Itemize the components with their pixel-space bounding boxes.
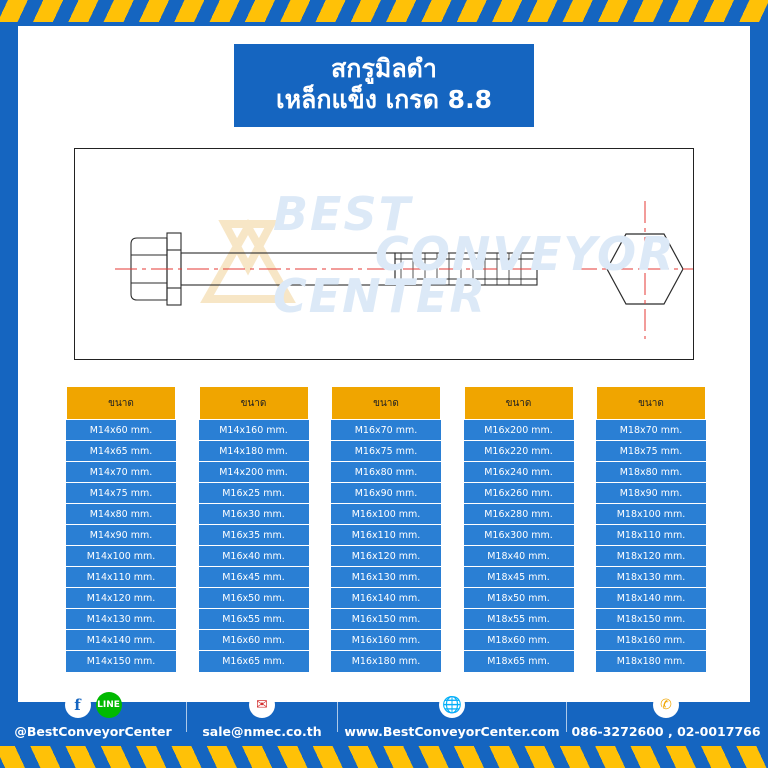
phone-icon[interactable]: ✆ bbox=[653, 692, 679, 718]
table-row: M18x75 mm. bbox=[596, 441, 706, 462]
watermark-conveyor: CONVEYOR bbox=[375, 227, 676, 281]
table-row: M18x180 mm. bbox=[596, 651, 706, 672]
table-row: M16x280 mm. bbox=[464, 504, 574, 525]
table-row: M14x130 mm. bbox=[66, 609, 176, 630]
table-header: ขนาด bbox=[331, 386, 441, 420]
footer-website[interactable] bbox=[338, 682, 566, 746]
hex-bolt-drawing bbox=[75, 149, 694, 360]
facebook-icon[interactable]: f bbox=[65, 692, 91, 718]
table-row: M18x120 mm. bbox=[596, 546, 706, 567]
footer-website-text: www.BestConveyorCenter.com bbox=[344, 723, 560, 739]
footer-phone[interactable] bbox=[567, 682, 765, 746]
table-row: M16x260 mm. bbox=[464, 483, 574, 504]
table-row: M14x75 mm. bbox=[66, 483, 176, 504]
page-title-line2: เหล็กแข็ง เกรด 8.8 bbox=[276, 84, 492, 114]
footer-divider bbox=[186, 696, 187, 732]
table-header: ขนาด bbox=[596, 386, 706, 420]
table-row: M16x240 mm. bbox=[464, 462, 574, 483]
bottom-chevron-stripes bbox=[0, 746, 768, 768]
footer-facebook[interactable] bbox=[0, 682, 186, 746]
table-row: M14x120 mm. bbox=[66, 588, 176, 609]
table-row: M18x65 mm. bbox=[464, 651, 574, 672]
footer-divider bbox=[337, 696, 338, 732]
footer-email-text: sale@nmec.co.th bbox=[202, 723, 322, 739]
table-row: M14x70 mm. bbox=[66, 462, 176, 483]
table-row: M14x90 mm. bbox=[66, 525, 176, 546]
page-title-line1: สกรูมิลดำ bbox=[331, 54, 437, 83]
table-row: M18x50 mm. bbox=[464, 588, 574, 609]
product-drawing-panel bbox=[74, 148, 694, 360]
table-row: M16x45 mm. bbox=[199, 567, 309, 588]
table-row: M14x180 mm. bbox=[199, 441, 309, 462]
table-row: M16x220 mm. bbox=[464, 441, 574, 462]
watermark-best: BEST bbox=[273, 187, 412, 241]
watermark-logo-shape bbox=[207, 224, 289, 299]
table-row: M16x60 mm. bbox=[199, 630, 309, 651]
table-row: M18x55 mm. bbox=[464, 609, 574, 630]
table-row: M14x150 mm. bbox=[66, 651, 176, 672]
table-row: M16x300 mm. bbox=[464, 525, 574, 546]
table-row: M16x25 mm. bbox=[199, 483, 309, 504]
table-row: M16x150 mm. bbox=[331, 609, 441, 630]
table-row: M18x150 mm. bbox=[596, 609, 706, 630]
content-card bbox=[18, 26, 750, 702]
size-table-4 bbox=[464, 386, 574, 672]
table-row: M16x90 mm. bbox=[331, 483, 441, 504]
table-row: M18x100 mm. bbox=[596, 504, 706, 525]
table-row: M16x100 mm. bbox=[331, 504, 441, 525]
bottom-chevron-bar bbox=[0, 746, 768, 768]
table-row: M16x75 mm. bbox=[331, 441, 441, 462]
table-row: M14x60 mm. bbox=[66, 420, 176, 441]
footer-email[interactable] bbox=[187, 682, 337, 746]
table-row: M14x65 mm. bbox=[66, 441, 176, 462]
footer-phone-text: 086-3272600 , 02-0017766 bbox=[571, 723, 761, 739]
table-row: M18x80 mm. bbox=[596, 462, 706, 483]
globe-icon[interactable]: 🌐 bbox=[439, 692, 465, 718]
table-row: M18x140 mm. bbox=[596, 588, 706, 609]
table-row: M16x50 mm. bbox=[199, 588, 309, 609]
table-row: M18x90 mm. bbox=[596, 483, 706, 504]
table-row: M14x110 mm. bbox=[66, 567, 176, 588]
table-row: M14x140 mm. bbox=[66, 630, 176, 651]
table-row: M16x40 mm. bbox=[199, 546, 309, 567]
footer-divider bbox=[566, 696, 567, 732]
page-title bbox=[234, 44, 534, 127]
size-tables bbox=[66, 386, 706, 672]
table-row: M16x30 mm. bbox=[199, 504, 309, 525]
footer bbox=[0, 682, 768, 746]
table-row: M14x100 mm. bbox=[66, 546, 176, 567]
table-row: M18x60 mm. bbox=[464, 630, 574, 651]
table-row: M16x70 mm. bbox=[331, 420, 441, 441]
table-row: M18x45 mm. bbox=[464, 567, 574, 588]
table-row: M18x160 mm. bbox=[596, 630, 706, 651]
table-row: M14x200 mm. bbox=[199, 462, 309, 483]
table-row: M18x70 mm. bbox=[596, 420, 706, 441]
table-row: M16x65 mm. bbox=[199, 651, 309, 672]
watermark-center: CENTER bbox=[273, 269, 487, 323]
table-row: M16x180 mm. bbox=[331, 651, 441, 672]
table-row: M16x200 mm. bbox=[464, 420, 574, 441]
line-icon[interactable]: LINE bbox=[96, 692, 122, 718]
size-table-2 bbox=[199, 386, 309, 672]
table-header: ขนาด bbox=[464, 386, 574, 420]
table-row: M16x55 mm. bbox=[199, 609, 309, 630]
size-table-3 bbox=[331, 386, 441, 672]
table-row: M14x80 mm. bbox=[66, 504, 176, 525]
table-row: M16x120 mm. bbox=[331, 546, 441, 567]
table-row: M16x160 mm. bbox=[331, 630, 441, 651]
table-row: M18x40 mm. bbox=[464, 546, 574, 567]
top-chevron-stripes bbox=[0, 0, 768, 22]
table-row: M14x160 mm. bbox=[199, 420, 309, 441]
table-row: M16x130 mm. bbox=[331, 567, 441, 588]
table-row: M16x140 mm. bbox=[331, 588, 441, 609]
email-icon[interactable]: ✉ bbox=[249, 692, 275, 718]
table-row: M16x35 mm. bbox=[199, 525, 309, 546]
table-header: ขนาด bbox=[199, 386, 309, 420]
table-header: ขนาด bbox=[66, 386, 176, 420]
top-chevron-bar bbox=[0, 0, 768, 22]
size-table-5 bbox=[596, 386, 706, 672]
size-table-1 bbox=[66, 386, 176, 672]
table-row: M18x110 mm. bbox=[596, 525, 706, 546]
table-row: M16x80 mm. bbox=[331, 462, 441, 483]
footer-facebook-text: @BestConveyorCenter bbox=[14, 723, 172, 739]
table-row: M18x130 mm. bbox=[596, 567, 706, 588]
table-row: M16x110 mm. bbox=[331, 525, 441, 546]
